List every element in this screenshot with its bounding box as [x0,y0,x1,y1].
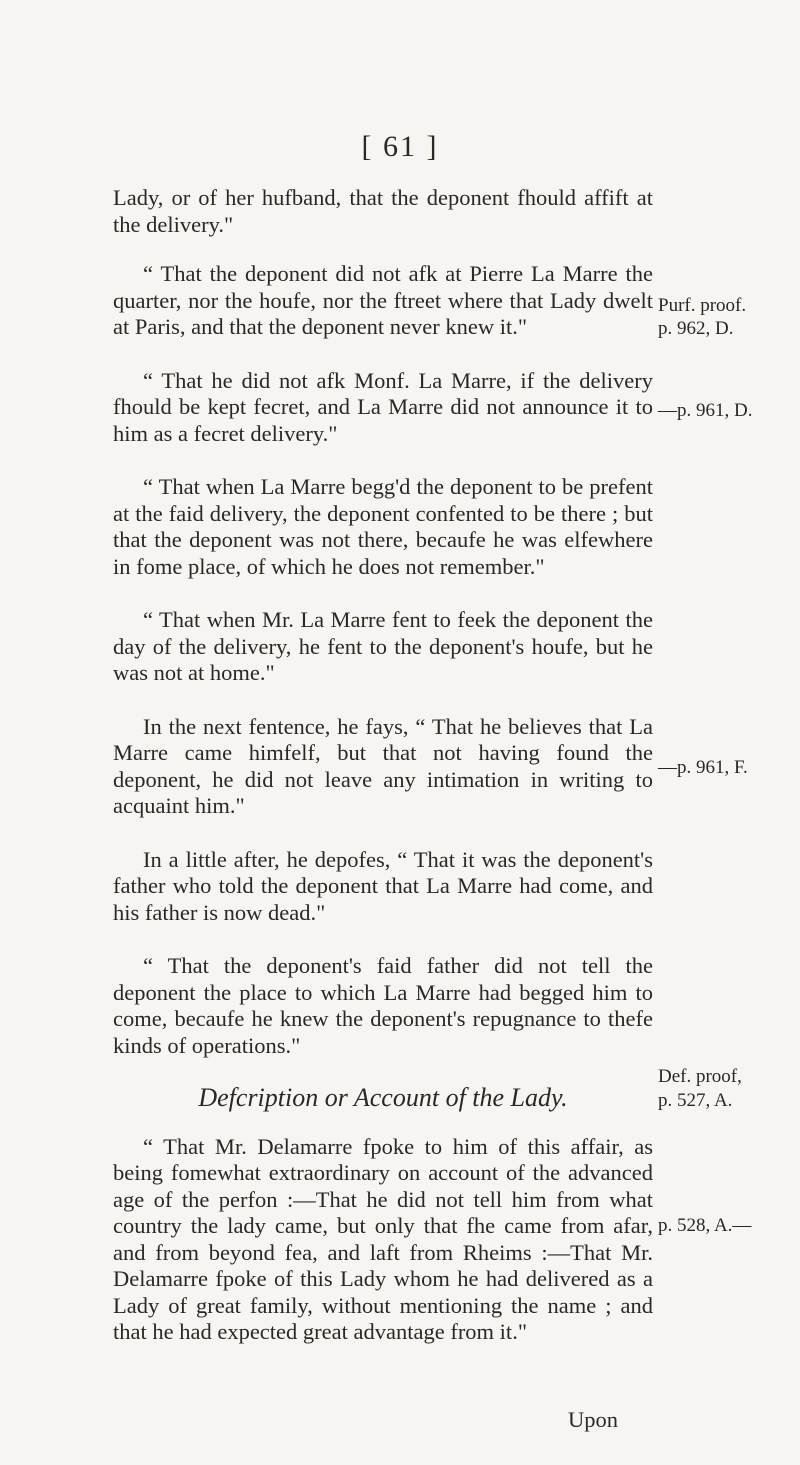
margin-note: Purf. proof. [658,295,747,316]
paragraph: “ That the deponent's faid father did not tell the deponent the place to which La Marre had begged him to come, becaufe he knew the deponent's repugnance to thefe kinds of operations." [113,953,653,1058]
paragraph: “ That he did not afk Monf. La Marre, if the delivery fhould be kept fecret, and La Marre did not announce it to him as a fecret delivery." [113,367,653,446]
section-heading: Defcription or Account of the Lady. [198,1083,568,1112]
paragraph: “ That when La Marre begg'd the deponent to be prefent at the faid delivery, the deponent confented to be there ; but that the deponent was not there, becaufe he was elfewhere in fome place, of which he does not remember." [113,474,653,579]
paragraph: In a little after, he depofes, “ That it was the deponent's father who told the deponent that La Marre had come, and his father is now dead." [113,846,653,925]
text-body [113,185,653,1346]
margin-note: Def. proof, [658,1066,742,1087]
margin-note: —p. 961, D. [658,400,753,421]
page-number: [ 61 ] [361,130,439,163]
catchword: Upon [568,1407,618,1432]
paragraph: Lady, or of her hufband, that the deponent fhould affift at the delivery." [113,185,653,237]
paragraph: In the next fentence, he fays, “ That he believes that La Marre came himfelf, but that not having found the deponent, he did not leave any intimation in writing to acquaint him." [113,713,653,818]
paragraph: “ That when Mr. La Marre fent to feek the deponent the day of the delivery, he fent to the deponent's houfe, but he was not at home." [113,607,653,685]
paragraph: “ That Mr. Delamarre fpoke to him of this affair, as being fomewhat extraordinary on account of the advanced age of the perfon :—That he did not tell him from what country the lady came, but only that fhe came from afar, and from beyond fea, and laft from Rheims :—That Mr. Delamarre fpoke of this Lady whom he had delivered as a Lady of great family, without mentioning the name ; and that he had expected great advantage from it." [113,1133,653,1344]
paragraph: “ That the deponent did not afk at Pierre La Marre the quarter, nor the houfe, nor the ftreet where that Lady dwelt at Paris, and that the deponent never knew it." [113,261,653,339]
margin-note: —p. 961, F. [658,757,748,778]
margin-note: p. 528, A.— [658,1215,752,1236]
margin-note: p. 527, A. [658,1090,733,1111]
margin-note: p. 962, D. [658,318,734,339]
